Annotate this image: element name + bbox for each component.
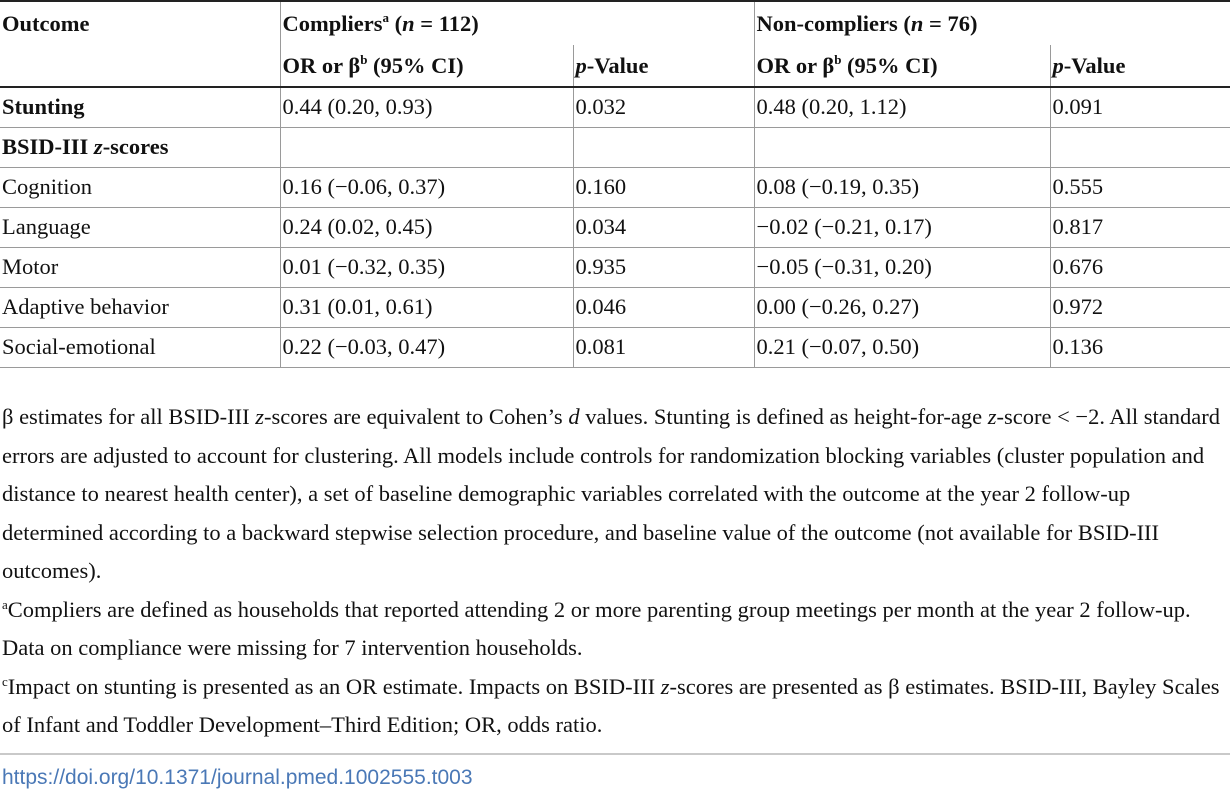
note-text: -scores are presented as β estimates. BSID-III, Bayley Scales of Infant and Toddler Development–Third Edition; OR, odds ratio. <box>2 673 1220 737</box>
footnote-mark: c <box>2 673 8 689</box>
header-compliers <box>280 1 754 45</box>
section-label <box>0 127 280 167</box>
empty-cell <box>280 127 573 167</box>
row-label: Cognition <box>0 167 280 207</box>
note-text: -score < −2. All standard errors are adjusted to account for clustering. All models include controls for randomization blocking variables (cluster population and distance to nearest health center), a set of baseline demographic variables correlated with the outcome at the year 2 follow-up determined according to a backward stepwise selection procedure, and baseline value of the outcome (not available for BSID-III outcomes). <box>2 404 1220 583</box>
note-text: β estimates for all BSID-III <box>2 404 256 429</box>
header-noncompliers <box>754 1 1230 45</box>
compliers-estimate: 0.22 (−0.03, 0.47) <box>280 327 573 367</box>
footnote-a <box>2 591 1228 668</box>
estimate-ci-label: (95% CI) <box>367 52 464 78</box>
noncompliers-label: Non-compliers ( <box>756 10 911 36</box>
noncompliers-estimate: 0.48 (0.20, 1.12) <box>754 87 1050 127</box>
estimate-label: OR or β <box>756 52 835 78</box>
compliers-estimate: 0.24 (0.02, 0.45) <box>280 207 573 247</box>
header-noncompliers-pvalue <box>1050 45 1230 87</box>
doi-link[interactable]: https://doi.org/10.1371/journal.pmed.1002555.t003 <box>2 766 473 789</box>
compliers-pvalue: 0.046 <box>573 287 754 327</box>
compliers-estimate: 0.31 (0.01, 0.61) <box>280 287 573 327</box>
compliers-label: Compliers <box>282 10 383 36</box>
table-row <box>0 207 1230 247</box>
pvalue-p: p <box>575 52 587 78</box>
noncompliers-pvalue: 0.817 <box>1050 207 1230 247</box>
compliers-n-var: n <box>402 10 415 36</box>
noncompliers-n-value: = 76) <box>923 10 978 36</box>
footnote-mark: a <box>2 596 8 612</box>
pvalue-rest: -Value <box>586 52 649 78</box>
noncompliers-estimate: 0.00 (−0.26, 0.27) <box>754 287 1050 327</box>
row-label: Adaptive behavior <box>0 287 280 327</box>
results-table <box>0 0 1230 368</box>
results-table-container <box>0 0 1230 368</box>
compliers-pvalue: 0.160 <box>573 167 754 207</box>
estimate-label: OR or β <box>282 52 361 78</box>
noncompliers-pvalue: 0.972 <box>1050 287 1230 327</box>
header-row-columns <box>0 45 1230 87</box>
empty-cell <box>573 127 754 167</box>
compliers-estimate: 0.16 (−0.06, 0.37) <box>280 167 573 207</box>
footnote-c <box>2 668 1228 745</box>
header-row-groups <box>0 1 1230 45</box>
compliers-pvalue: 0.034 <box>573 207 754 247</box>
noncompliers-estimate: 0.08 (−0.19, 0.35) <box>754 167 1050 207</box>
noncompliers-pvalue: 0.136 <box>1050 327 1230 367</box>
note-text: -scores are equivalent to Cohen’s <box>264 404 569 429</box>
row-label: Social-emotional <box>0 327 280 367</box>
estimate-footnote-mark: b <box>834 51 842 67</box>
compliers-n-open: ( <box>389 10 403 36</box>
compliers-pvalue: 0.935 <box>573 247 754 287</box>
noncompliers-n-var: n <box>910 10 924 36</box>
compliers-n-value: = 112) <box>414 10 479 36</box>
pvalue-rest: -Value <box>1063 52 1126 78</box>
row-label: Language <box>0 207 280 247</box>
note-text: Impact on stunting is presented as an OR estimate. Impacts on BSID-III <box>7 673 661 699</box>
compliers-footnote-mark: a <box>382 9 389 25</box>
noncompliers-pvalue: 0.676 <box>1050 247 1230 287</box>
table-row-bsid-section <box>0 127 1230 167</box>
section-label-suffix: -scores <box>102 134 169 159</box>
divider <box>0 753 1230 755</box>
header-outcome: Outcome <box>0 1 280 45</box>
table-row <box>0 327 1230 367</box>
estimate-footnote-mark: b <box>360 51 368 67</box>
table-footnotes <box>2 398 1228 745</box>
footnote-general <box>2 398 1228 591</box>
empty-cell <box>754 127 1050 167</box>
header-outcome-blank <box>0 45 280 87</box>
note-italic: z <box>255 404 265 429</box>
header-compliers-pvalue <box>573 45 754 87</box>
noncompliers-pvalue: 0.555 <box>1050 167 1230 207</box>
noncompliers-estimate: −0.05 (−0.31, 0.20) <box>754 247 1050 287</box>
table-row <box>0 287 1230 327</box>
header-noncompliers-estimate <box>754 45 1050 87</box>
note-italic: d <box>568 404 580 429</box>
note-text: values. Stunting is defined as height-for-age <box>579 404 988 429</box>
empty-cell <box>1050 127 1230 167</box>
compliers-estimate: 0.44 (0.20, 0.93) <box>280 87 573 127</box>
note-text: Compliers are defined as households that reported attending 2 or more parenting group meetings per month at the year 2 follow-up. Data on compliance were missing for 7 intervention households. <box>2 596 1191 660</box>
section-label-z: z <box>93 134 103 159</box>
section-label-prefix: BSID-III <box>2 134 94 159</box>
pvalue-p: p <box>1052 52 1064 78</box>
header-compliers-estimate <box>280 45 573 87</box>
noncompliers-estimate: 0.21 (−0.07, 0.50) <box>754 327 1050 367</box>
noncompliers-estimate: −0.02 (−0.21, 0.17) <box>754 207 1050 247</box>
compliers-pvalue: 0.032 <box>573 87 754 127</box>
compliers-estimate: 0.01 (−0.32, 0.35) <box>280 247 573 287</box>
noncompliers-pvalue: 0.091 <box>1050 87 1230 127</box>
note-italic: z <box>987 404 997 429</box>
estimate-ci-label: (95% CI) <box>841 52 938 78</box>
row-label: Stunting <box>0 87 280 127</box>
table-row <box>0 167 1230 207</box>
note-italic: z <box>660 673 670 699</box>
compliers-pvalue: 0.081 <box>573 327 754 367</box>
table-row <box>0 247 1230 287</box>
table-row-stunting <box>0 87 1230 127</box>
row-label: Motor <box>0 247 280 287</box>
